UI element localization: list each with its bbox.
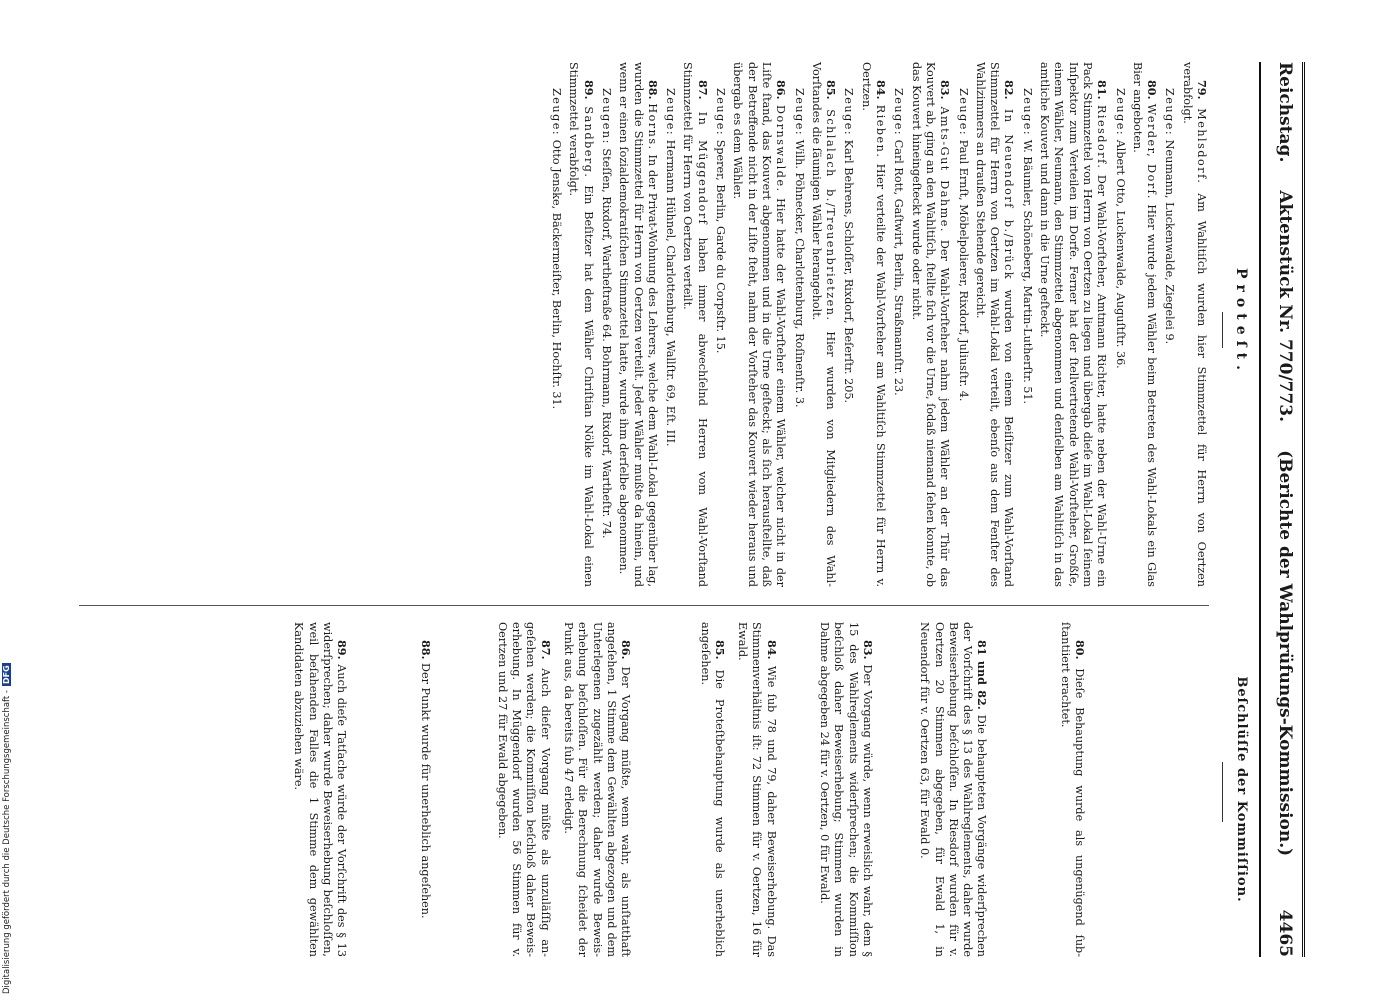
entry-text: Hier verteilte der Wahl-Vorſteher am Wahltiſch Stimmzettel für Herrn v. Oertzen. xyxy=(859,62,888,588)
decision-text: Der Punkt wurde für unerheblich angeſehen. xyxy=(418,663,432,919)
entry-text: Hier hatte der Wahl-Vorſteher einem Wähler, welcher nicht in der Liſte ſtand, das Kouvert abgenommen und in die Urne geſteckt; als ſich herausſtellte, daß der Betreffende nicht in der Liſte ſteht, nahm der Vorſteher das Kouvert wieder heraus und übergab es dem Wähler. xyxy=(731,62,788,587)
witness-84 xyxy=(841,88,856,587)
witness-label: Zeuge: xyxy=(956,88,970,137)
entry-place: In Müggendorf xyxy=(695,111,709,226)
entry-number: 82. xyxy=(1002,80,1017,100)
page-header xyxy=(1267,62,1295,957)
decision-text: Die behaupteten Vorgänge widerſprechen der Vorſchrift des § 13 des Wahlreglements, daher wurde Beweiserhebung beſchloſſen. In Riesdorf wurden für v. Oertzen 20 Stimmen abgegeben, für Ewald 1, in Neuendorf für v. Oertzen 63, für Ewald 0. xyxy=(918,622,989,957)
witness-label: Zeuge: xyxy=(550,88,564,137)
decision-number: 84. xyxy=(764,640,779,660)
entry-place: Mehlsdorf. xyxy=(1195,108,1208,185)
witness-label: Zeuge: xyxy=(1163,88,1177,137)
header-title: Aktenstück Nr. 770/773. xyxy=(1275,190,1295,423)
decision-text: Dieſe Behauptung wurde als ungenügend ſubſtantiiert erachtet. xyxy=(1058,622,1086,957)
decision-number: 81 und 82. xyxy=(975,640,990,710)
entry-number: 83. xyxy=(938,80,953,100)
decision-text: Die Proteſtbehauptung wurde als unerheblich angeſehen. xyxy=(698,622,726,957)
decision-number: 85. xyxy=(712,640,727,660)
protest-heading-underline xyxy=(1222,312,1223,348)
decision-80 xyxy=(1057,622,1087,957)
entry-number: 85. xyxy=(824,80,839,100)
protest-entry-86 xyxy=(730,62,788,587)
decision-text: Der Vorgang würde, wenn erweislich wahr, dem § 15 des Wahlreglements widerſprechen; die Kommiſſion beſchloß daher Beweiserhebung; Stimmen wurden in Dahme abgegeben 24 für v. Oertzen, 0 für Ewald. xyxy=(818,622,874,957)
entry-text: haben immer abwechſelnd Herren vom Wahl-Vorſtand Stimmzettel für Herrn von Oertzen verteilt. xyxy=(681,62,709,587)
witness-80 xyxy=(1112,88,1127,587)
witness-text: Hermann Hühnel, Charlottenburg, Wallſtr. 69, Eſt. III. xyxy=(664,139,678,447)
witness-83 xyxy=(891,88,906,587)
page-number: 4465 xyxy=(1275,909,1295,957)
witness-text: Albert Otto, Luckenwalde, Auguſtſtr. 36. xyxy=(1113,139,1127,369)
witness-82 xyxy=(955,88,970,587)
entry-text: wurden von einem Beiſitzer zum Wahl-Vorſtand Stimmzettel für Herrn von Oertzen im Wahl-Lokal verteilt, ebenſo aus dem Fenſter des Wahlzimmers an draußen Stehende gereicht. xyxy=(973,62,1016,588)
witness-text: Carl Rott, Gaſtwirt, Berlin, Straßmannſtr. 23. xyxy=(892,139,906,396)
header-reichstag: Reichstag. xyxy=(1275,62,1295,163)
entry-number: 84. xyxy=(874,80,889,100)
witness-label: Zeuge: xyxy=(842,88,856,137)
decision-number: 86. xyxy=(619,640,634,660)
entry-place: Dornswalde. xyxy=(774,104,788,193)
entry-text: Ein Beſitzer hat dem Wähler Chriſtian Nölke im Wahl-Lokal einen Stimmzettel verabfolgt. xyxy=(567,62,595,588)
protest-entry-88 xyxy=(616,62,660,587)
decision-84 xyxy=(735,622,779,957)
protest-entry-87 xyxy=(680,62,710,587)
witness-89 xyxy=(549,88,564,587)
witness-label: Zeuge: xyxy=(714,88,728,137)
decision-number: 83. xyxy=(860,640,875,660)
header-top-rule xyxy=(1302,62,1305,957)
witness-label: Zeuge: xyxy=(792,88,806,137)
entry-text: Der Wahl-Vorſteher, Amtmann Richter, hatte neben der Wahl-Urne ein Pack Stimmzettel von Herrn von Oertzen zu liegen und übergab dieſe im Wahl-Lokal ſeinem Inſpektor zum Verteilen im Dorfe. Ferner hat der ſtellvertretende Wahl-Vorſteher, Großſe, einem Wähler, Neumann, den Stimmzettel abgenommen und denſelben am Wahltiſch in das amtliche Kouvert und dann in die Urne geſteckt. xyxy=(1038,62,1109,587)
witness-label: Zeugen: xyxy=(600,88,614,145)
entry-place: Horns. xyxy=(645,103,659,151)
witness-label: Zeuge: xyxy=(664,88,678,137)
decision-86 xyxy=(561,622,633,957)
decision-number: 89. xyxy=(335,640,350,660)
commission-column xyxy=(283,622,1209,957)
entry-number: 79. xyxy=(1195,80,1209,100)
protest-entry-83 xyxy=(908,62,952,587)
decision-87 xyxy=(495,622,553,957)
entry-number: 86. xyxy=(774,80,789,100)
witness-text: Sperer, Berlin, Garde du Corpsſtr. 15. xyxy=(714,139,728,354)
decision-text: Auch dieſer Vorgang müßte als unzuläſſig angeſehen werden; die Kommiſſion beſchloß daher Beweiserhebung. In Müggendorf wurden 56 Stimmen für v. Oertzen und 27 für Ewald abgegeben. xyxy=(495,622,552,957)
entry-place: Amts-Gut Dahme. xyxy=(938,106,952,233)
entry-place: Werder, Dorf. xyxy=(1145,103,1159,200)
entry-text: In der Privat-Wohnung des Lehrers, welche dem Wahl-Lokal gegenüber lag, wurden die Stimmzettel für Herrn von Oertzen verteilt. Jeder Wähler mußte da hinein, und wenn er einen ſozialdemokratiſchen Stimmzettel hatte, wurde ihm derſelbe abgenommen. xyxy=(617,62,659,588)
entry-place: Schlalach b./Treuenbrietzen. xyxy=(824,109,838,322)
commission-heading-underline xyxy=(1222,762,1223,822)
dfg-logo: DFG xyxy=(2,665,11,685)
witness-text: Karl Behrens, Schloſſer, Rixdorf, Beſerſtr. 205. xyxy=(842,139,856,404)
witness-text: W. Bäumler, Schöneberg, Martin-Lutherſtr. 51. xyxy=(1020,139,1034,405)
protest-entry-80 xyxy=(1130,62,1160,587)
protest-heading: Proteſt. xyxy=(1233,268,1249,376)
protest-entry-82 xyxy=(973,62,1017,587)
protest-entry-79 xyxy=(1179,62,1209,587)
credit-text: Digitalisierung gefördert durch die Deutsche Forschungsgemeinschaft - xyxy=(2,690,12,994)
entry-number: 80. xyxy=(1145,80,1160,100)
entry-place: Rieben. xyxy=(874,104,888,159)
witness-81 xyxy=(1019,88,1034,587)
entry-number: 87. xyxy=(695,80,710,100)
entry-number: 89. xyxy=(581,80,596,100)
decision-text: Auch dieſe Tatſache würde der Vorſchrift des § 13 widerſprechen; daher wurde Beweiserhebung beſchloſſen, weil beſahenden Falles die 1 Stimme dem gewählten Kandidaten abzuziehen wäre. xyxy=(292,622,349,957)
entry-place: In Neuendorf b./Brück xyxy=(1002,108,1016,281)
witness-text: Otto Jenske, Bäckermeiſter, Berlin, Hochſtr. 31. xyxy=(550,139,564,410)
document-page xyxy=(65,62,1305,957)
header-left xyxy=(1275,62,1295,856)
witness-text: Paul Ernſt, Möbelpolierer, Rixdorf, Juliusſtr. 4. xyxy=(956,139,970,402)
protest-entry-85 xyxy=(809,62,839,587)
witness-label: Zeuge: xyxy=(1113,88,1127,137)
witness-85 xyxy=(791,88,806,587)
witness-text: Wilh. Pöhnecker, Charlottenburg, Roſinenſtr. 3. xyxy=(792,139,806,408)
commission-heading: Beſchlüſſe der Kommiſſion. xyxy=(1234,676,1249,903)
protest-column xyxy=(546,62,1209,587)
decision-number: 87. xyxy=(538,640,553,660)
entry-text: Hier wurde jedem Wähler beim Betreten des Wahl-Lokals ein Glas Bier angeboten. xyxy=(1130,62,1159,587)
witness-label: Zeuge: xyxy=(892,88,906,137)
entry-number: 88. xyxy=(645,80,660,100)
decision-81-82 xyxy=(917,622,989,957)
entry-text: Am Wahltiſch wurden hier Stimmzettel für Herrn von Oertzen verabfolgt. xyxy=(1180,62,1208,588)
entry-text: Hier wurden von Mitgliedern des Wahl-Vorſtandes die ſäumigen Wähler herangeholt. xyxy=(809,62,838,587)
decision-88 xyxy=(417,622,432,957)
decision-89 xyxy=(291,622,349,957)
witness-86 xyxy=(713,88,728,587)
witness-label: Zeuge: xyxy=(1020,88,1034,137)
entry-place: Sandberg. xyxy=(581,106,595,179)
column-divider xyxy=(79,605,1209,606)
decision-text: Wie ſub 78 und 79, daher Beweiserhebung. Das Stimmenverhältnis iſt: 72 Stimmen für v. Oertzen, 16 für Ewald. xyxy=(736,622,778,957)
decision-number: 80. xyxy=(1073,640,1087,660)
entry-place: Riesdorf. xyxy=(1095,104,1109,170)
witness-text: Neumann, Luckenwalde, Ziegelei 9. xyxy=(1163,139,1177,345)
entry-number: 81. xyxy=(1095,80,1110,100)
decision-text: Der Vorgang müßte, wenn wahr, als unſtatthaft angeſehen, 1 Stimme dem Gewählten abgezogen und dem Unterlegenen zugezählt werden; daher wurde Beweiserhebung beſchloſſen. Für die Berechnung ſcheidet der Punkt aus, da bereits ſub 47 erledigt. xyxy=(562,622,633,957)
decision-83 xyxy=(817,622,875,957)
protest-entry-89 xyxy=(566,62,596,587)
header-subtitle: (Berichte der Wahlprüfungs-Kommission.) xyxy=(1275,450,1295,857)
protest-entry-84 xyxy=(858,62,888,587)
witness-text: Steſſen, Rixdorf, Wartheſtraße 64. Bohrmann, Rixdorf, Wartheſtr. 74. xyxy=(600,148,614,539)
decision-85 xyxy=(697,622,727,957)
entry-text: Der Wahl-Vorſteher nahm jedem Wähler an der Thür das Kouvert ab, ging an den Wahltiſch, ſtellte ſich vor die Urne, ſodaß niemand ſehen konnte, ob das Kouvert hineingeſteckt wurde oder nicht. xyxy=(909,62,952,588)
protest-entry-81 xyxy=(1037,62,1109,587)
witness-79 xyxy=(1162,88,1177,587)
witness-87 xyxy=(663,88,678,587)
decision-number: 88. xyxy=(418,640,433,660)
header-rule xyxy=(1259,62,1261,957)
witness-88 xyxy=(599,88,614,587)
